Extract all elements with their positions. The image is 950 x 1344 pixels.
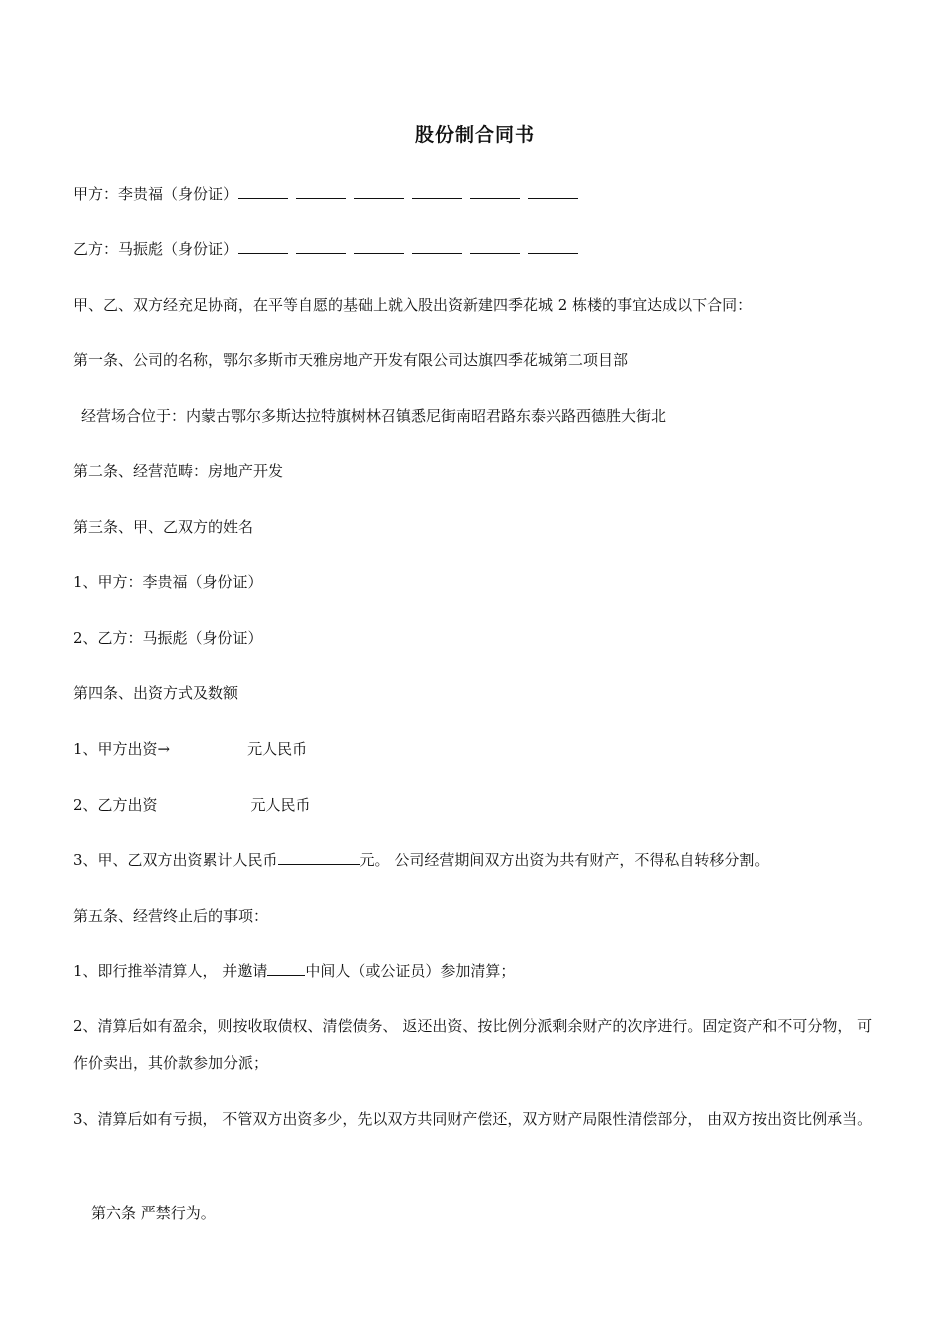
id-number-blanks bbox=[238, 240, 586, 258]
article-5-item-3: 3、清算后如有亏损， 不管双方出资多少，先以双方共同财产偿还，双方财产局限性清偿部分， 由双方按出资比例承当。 bbox=[73, 1110, 873, 1128]
id-number-blanks bbox=[238, 185, 586, 203]
article-3-item-2: 2、乙方：马振彪（身份证） bbox=[73, 629, 263, 647]
article-2: 第二条、经营范畴：房地产开发 bbox=[73, 462, 284, 480]
article-5-item-2: 2、清算后如有盈余，则按收取债权、清偿债务、 返还出资、按比例分派剩余财产的次序进行。固定资产和不可分物， 可作价卖出，其价款参加分派； bbox=[73, 1017, 873, 1072]
article-6: 第六条 严禁行为。 bbox=[91, 1204, 216, 1222]
amount-blank bbox=[278, 850, 360, 865]
mediator-blank bbox=[267, 961, 305, 976]
article-4-item-1-suffix: 元人民币 bbox=[247, 740, 308, 758]
article-1-location: 经营场合位于：内蒙古鄂尔多斯达拉特旗树林召镇悉尼街南昭君路东泰兴路西德胜大街北 bbox=[81, 407, 667, 425]
article-4-item-2-prefix: 2、乙方出资 bbox=[73, 796, 158, 814]
article-4-item-1 bbox=[73, 739, 307, 759]
document-title: 股份制合同书 bbox=[414, 124, 535, 146]
article-4-item-1-prefix: 1、甲方出资→ bbox=[73, 740, 171, 758]
party-b-text: 乙方：马振彪（身份证） bbox=[73, 240, 239, 258]
article-3: 第三条、甲、乙双方的姓名 bbox=[73, 518, 254, 536]
article-3-item-1: 1、甲方：李贵福（身份证） bbox=[73, 573, 263, 591]
article-5-item-1-prefix: 1、即行推举清算人， 并邀请 bbox=[73, 962, 268, 980]
article-5-item-1-suffix: 中间人（或公证员）参加清算； bbox=[305, 962, 516, 980]
article-4-item-2-suffix: 元人民币 bbox=[250, 796, 311, 814]
article-5: 第五条、经营终止后的事项： bbox=[73, 907, 269, 925]
article-1: 第一条、公司的名称，鄂尔多斯市天雅房地产开发有限公司达旗四季花城第二项目部 bbox=[73, 351, 629, 369]
article-5-item-1 bbox=[73, 961, 515, 981]
article-4-item-3-suffix: 元。 公司经营期间双方出资为共有财产，不得私自转移分割。 bbox=[359, 851, 770, 869]
article-4-item-3 bbox=[73, 850, 769, 870]
party-a-line bbox=[73, 184, 586, 204]
article-4-item-3-prefix: 3、甲、乙双方出资累计人民币 bbox=[73, 851, 278, 869]
preamble: 甲、乙、双方经充足协商，在平等自愿的基础上就入股出资新建四季花城 2 栋楼的事宜达成以下合同： bbox=[73, 296, 753, 314]
article-4-item-2 bbox=[73, 795, 311, 815]
party-a-text: 甲方：李贵福（身份证） bbox=[73, 185, 239, 203]
party-b-line bbox=[73, 239, 586, 259]
article-4: 第四条、出资方式及数额 bbox=[73, 684, 239, 702]
